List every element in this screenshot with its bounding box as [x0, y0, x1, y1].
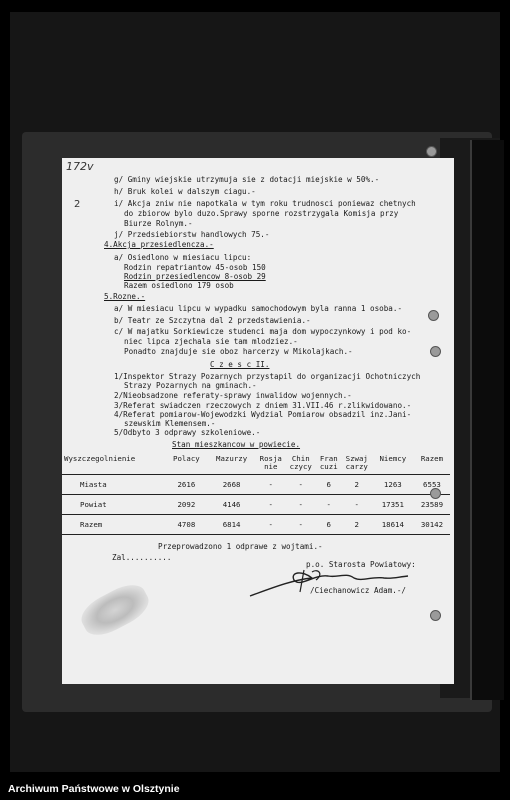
table-row	[62, 495, 450, 515]
line-zal: Zal..........	[112, 553, 172, 562]
table-cell: 17351	[372, 495, 414, 515]
table-row	[62, 475, 450, 495]
table-cell: Powiat	[62, 495, 165, 515]
col-header: Chin czycy	[286, 452, 316, 475]
archive-name: Archiwum Państwowe w Olsztynie	[8, 783, 180, 795]
table-cell: 4708	[165, 515, 207, 535]
line-5a: a/ W miesiacu lipcu w wypadku samochodowym byla ranna 1 osoba.-	[114, 304, 403, 313]
signature-name: /Ciechanowicz Adam.-/	[310, 586, 407, 595]
table-cell: 18614	[372, 515, 414, 535]
line-4a4: Razem osiedlono 179 osob	[124, 281, 234, 290]
line-p1a: 1/Inspektor Strazy Pozarnych przystapil do organizacji Ochotniczych	[114, 372, 421, 381]
table-cell: 2	[342, 515, 372, 535]
table-cell: -	[286, 515, 316, 535]
line-4a2: Rodzin repatriantow 45-osob 150	[124, 263, 266, 272]
line-p4a: 4/Referat pomiarow-Wojewodzki Wydzial Pomiarow obsadzil inz.Jani-	[114, 410, 412, 419]
table-cell: -	[256, 515, 286, 535]
line-5c2: niec lipca zjechala sie tam mlodziez.-	[124, 337, 298, 346]
table-cell: 6553	[414, 475, 450, 495]
table-cell: 2092	[165, 495, 207, 515]
line-p4b: szewskim Klemensem.-	[124, 419, 216, 428]
line-p5: 5/Odbyto 3 odprawy szkoleniowe.-	[114, 428, 261, 437]
margin-mark: 2	[74, 199, 81, 210]
col-header: Wyszczegolnienie	[62, 452, 165, 475]
col-header: Polacy	[165, 452, 207, 475]
line-5c3: Ponadto znajduje sie oboz harcerzy w Mikolajkach.-	[124, 347, 353, 356]
col-header: Niemcy	[372, 452, 414, 475]
table-cell: 2616	[165, 475, 207, 495]
punch-hole	[426, 146, 437, 157]
table-cell: 6	[316, 475, 342, 495]
table-cell: -	[342, 495, 372, 515]
col-header: Szwaj carzy	[342, 452, 372, 475]
table-header-row	[62, 452, 450, 475]
table-cell: 1263	[372, 475, 414, 495]
table-cell: 23589	[414, 495, 450, 515]
table-cell: 6814	[207, 515, 255, 535]
line-przeprowadzono: Przeprowadzono 1 odprawe z wojtami.-	[158, 542, 323, 551]
line-p3: 3/Referat swiadczen rzeczowych z dniem 31.VII.46 r.zlikwidowano.-	[114, 401, 412, 410]
col-header: Razem	[414, 452, 450, 475]
line-4a1: a/ Osiedlono w miesiacu lipcu:	[114, 253, 252, 262]
signature-title: p.o. Starosta Powiatowy:	[306, 560, 416, 569]
line-j: j/ Przedsiebiorstw handlowych 75.-	[114, 230, 270, 239]
line-h: h/ Bruk kolei w dalszym ciagu.-	[114, 187, 256, 196]
col-header: Fran cuzi	[316, 452, 342, 475]
population-table	[62, 452, 450, 535]
page-number: 172v	[66, 160, 94, 173]
section-4-heading: 4.Akcja przesiedlencza.-	[104, 240, 214, 249]
table-cell: 2668	[207, 475, 255, 495]
punch-hole	[430, 488, 441, 499]
table-cell: -	[286, 475, 316, 495]
col-header: Mazurzy	[207, 452, 255, 475]
stain	[76, 578, 155, 643]
table-cell: Miasta	[62, 475, 165, 495]
part-2-heading: C z e s c II.	[210, 360, 270, 369]
punch-hole	[430, 610, 441, 621]
line-4a3: Rodzin przesiedlencow 8-osob 29	[124, 272, 266, 281]
table-cell: -	[256, 495, 286, 515]
document-page	[62, 158, 454, 684]
table-cell: -	[286, 495, 316, 515]
line-i3: Biurze Rolnym.-	[124, 219, 193, 228]
col-header: Rosja nie	[256, 452, 286, 475]
archive-footer	[0, 778, 510, 800]
table-cell: 30142	[414, 515, 450, 535]
section-5-heading: 5.Rozne.-	[104, 292, 146, 301]
table-cell: Razem	[62, 515, 165, 535]
line-5b: b/ Teatr ze Szczytna dal 2 przedstawienia.-	[114, 316, 311, 325]
population-table-title: Stan mieszkancow w powiecie.	[172, 440, 301, 449]
table-cell: -	[316, 495, 342, 515]
table-cell: 6	[316, 515, 342, 535]
punch-hole	[428, 310, 439, 321]
table-cell: 4146	[207, 495, 255, 515]
punch-hole	[430, 346, 441, 357]
line-i1: i/ Akcja zniw nie napotkala w tym roku trudnosci poniewaz chetnych	[114, 199, 416, 208]
line-p1b: Strazy Pozarnych na gminach.-	[124, 381, 257, 390]
table-cell: 2	[342, 475, 372, 495]
line-i2: do zbiorow bylo duzo.Sprawy sporne rozstrzygala Komisja przy	[124, 209, 399, 218]
table-cell: -	[256, 475, 286, 495]
folder-back	[470, 140, 504, 700]
table-row	[62, 515, 450, 535]
line-5c1: c/ W majatku Sorkiewicze studenci maja dom wypoczynkowy i pod ko-	[114, 327, 412, 336]
line-g: g/ Gminy wiejskie utrzymuja sie z dotacji miejskie w 50%.-	[114, 175, 380, 184]
line-p2: 2/Nieobsadzone referaty-sprawy inwalidow wojennych.-	[114, 391, 352, 400]
